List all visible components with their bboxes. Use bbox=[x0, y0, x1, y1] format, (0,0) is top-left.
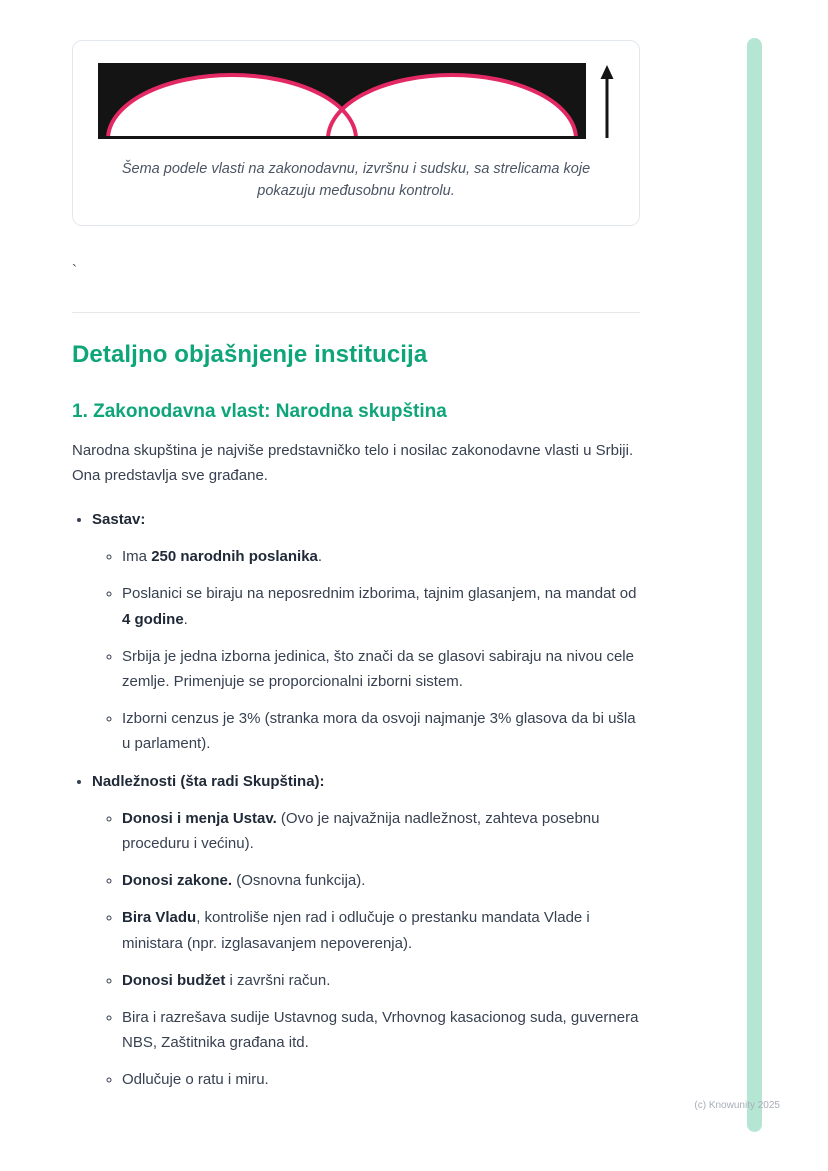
list-item bbox=[122, 806, 640, 856]
list-item bbox=[122, 581, 640, 631]
list-item-title: Sastav: bbox=[92, 511, 146, 529]
section-heading: Detaljno objašnjenje institucija bbox=[72, 340, 428, 368]
list-item bbox=[122, 1067, 640, 1092]
list-item-title: Nadležnosti (šta radi Skupština): bbox=[92, 772, 325, 790]
list-item-strong: Donosi zakone. bbox=[122, 872, 233, 890]
figure-card bbox=[72, 40, 640, 226]
scrollbar-track[interactable] bbox=[747, 38, 762, 1132]
list-item bbox=[122, 868, 640, 893]
stray-backtick: ` bbox=[72, 261, 77, 279]
list-item bbox=[122, 1005, 640, 1055]
outer-list bbox=[72, 507, 640, 1092]
list-item-text: Ima bbox=[122, 548, 152, 566]
list-item-strong: Donosi budžet bbox=[122, 971, 226, 989]
up-arrow-icon bbox=[600, 65, 614, 139]
sastav-sublist bbox=[92, 544, 640, 756]
list-item-strong: 4 godine bbox=[122, 610, 184, 628]
list-item-text: Izborni cenzus je 3% (stranka mora da osvoji najmanje 3% glasova da bi ušla u parlament). bbox=[122, 710, 636, 753]
list-item bbox=[122, 706, 640, 756]
copyright-footer: (c) Knowunity 2025 bbox=[694, 1100, 780, 1111]
list-item-strong: Bira Vladu bbox=[122, 909, 197, 927]
intro-paragraph: Narodna skupština je najviše predstavničko telo i nosilac zakonodavne vlasti u Srbiji. Ona predstavlja sve građane. bbox=[72, 441, 634, 485]
nadleznosti-sublist bbox=[92, 806, 640, 1093]
document-content bbox=[72, 40, 640, 1104]
list-item-text: Poslanici se biraju na neposrednim izborima, tajnim glasanjem, na mandat od bbox=[122, 585, 637, 603]
list-item-text: . bbox=[183, 610, 188, 628]
list-item-text: i završni račun. bbox=[225, 971, 331, 989]
list-item-text: Bira i razrešava sudije Ustavnog suda, Vrhovnog kasacionog suda, guvernera NBS, Zaštitnika građana itd. bbox=[122, 1008, 639, 1052]
divider bbox=[72, 312, 640, 313]
list-item-text: (Ovo je najvažnija nadležnost, zahteva posebnu proceduru i većinu). bbox=[122, 809, 600, 852]
separation-of-powers-diagram bbox=[98, 63, 586, 139]
list-item bbox=[122, 544, 640, 569]
list-item-text: Odlučuje o ratu i miru. bbox=[122, 1071, 269, 1089]
list-item bbox=[122, 644, 640, 694]
subsection-heading: 1. Zakonodavna vlast: Narodna skupština bbox=[72, 400, 447, 422]
figure-caption: Šema podele vlasti na zakonodavnu, izvršnu i sudsku, sa strelicama koje pokazuju međusobnu kontrolu. bbox=[121, 161, 591, 199]
list-item bbox=[122, 968, 640, 993]
list-item-nadleznosti bbox=[92, 769, 640, 1093]
list-item-sastav bbox=[92, 507, 640, 757]
list-item-text: (Osnovna funkcija). bbox=[232, 872, 366, 890]
list-item bbox=[122, 905, 640, 955]
list-item-text: , kontroliše njen rad i odlučuje o prestanku mandata Vlade i ministara (npr. izglasavanjem nepoverenja). bbox=[122, 909, 590, 952]
list-item-strong: Donosi i menja Ustav. bbox=[122, 809, 277, 827]
list-item-text: . bbox=[317, 548, 323, 566]
list-item-strong: 250 narodnih poslanika bbox=[151, 548, 318, 566]
list-item-text: Srbija je jedna izborna jedinica, što znači da se glasovi sabiraju na nivou cele zemlje. Primenjuje se proporcionalni izborni sistem. bbox=[122, 647, 634, 691]
figure-media bbox=[93, 63, 619, 139]
